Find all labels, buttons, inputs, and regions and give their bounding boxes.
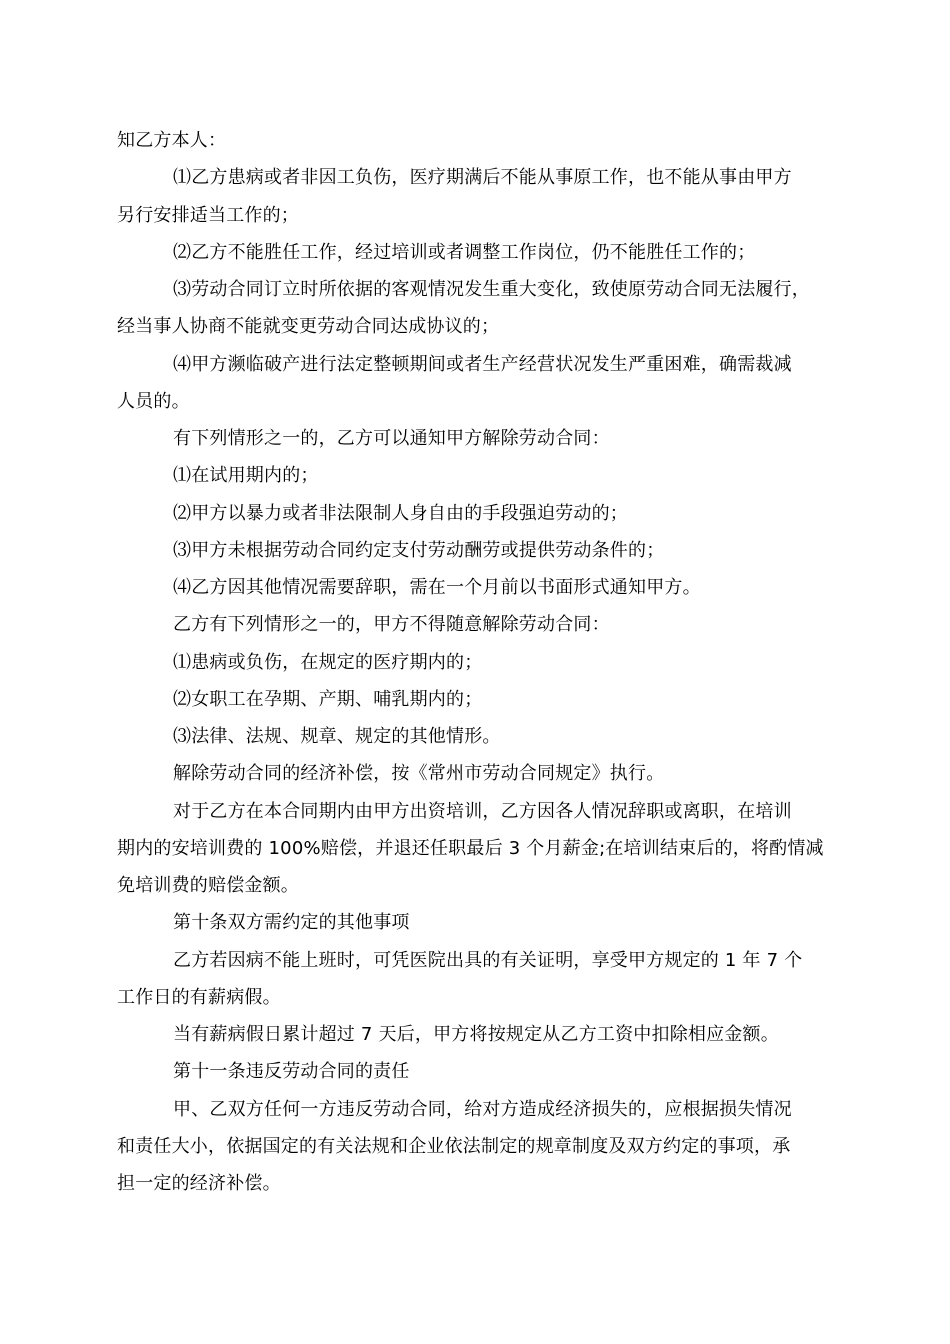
- paragraph-line: 免培训费的赔偿金额。: [117, 875, 299, 896]
- paragraph-line: 乙方若因病不能上班时，可凭医院出具的有关证明，享受甲方规定的 1 年 7 个: [173, 949, 803, 971]
- paragraph-line: ⑵乙方不能胜任工作，经过培训或者调整工作岗位，仍不能胜任工作的；: [173, 241, 756, 263]
- paragraph-line: ⑴患病或负伤，在规定的医疗期内的；: [173, 651, 483, 673]
- paragraph-line: ⑷乙方因其他情况需要辞职，需在一个月前以书面形式通知甲方。: [173, 577, 701, 598]
- paragraph-line: 工作日的有薪病假。: [117, 986, 281, 1008]
- paragraph-line: 乙方有下列情形之一的，甲方不得随意解除劳动合同：: [173, 614, 610, 636]
- paragraph-line: ⑶甲方未根据劳动合同约定支付劳动酬劳或提供劳动条件的；: [173, 539, 665, 561]
- paragraph-line: 期内的安培训费的 100%赔偿，并退还任职最后 3 个月薪金;在培训结束后的，将酌情减: [117, 837, 824, 859]
- paragraph-line: 和责任大小，依据国定的有关法规和企业依法制定的规章制度及双方约定的事项，承: [117, 1135, 791, 1157]
- paragraph-line: 有下列情形之一的，乙方可以通知甲方解除劳动合同：: [173, 428, 610, 449]
- section-heading: 第十条双方需约定的其他事项: [173, 912, 410, 934]
- document-body: [117, 122, 837, 1202]
- paragraph-line: 人员的。: [117, 390, 190, 412]
- paragraph-line: 知乙方本人：: [117, 130, 227, 151]
- paragraph-line: 解除劳动合同的经济补偿，按《常州市劳动合同规定》执行。: [173, 763, 665, 785]
- paragraph-line: 经当事人协商不能就变更劳动合同达成协议的；: [117, 316, 500, 338]
- paragraph-line: ⑵甲方以暴力或者非法限制人身自由的手段强迫劳动的；: [173, 502, 628, 524]
- paragraph-line: ⑶法律、法规、规章、规定的其他情形。: [173, 726, 501, 747]
- paragraph-line: 另行安排适当工作的；: [117, 204, 299, 226]
- paragraph-line: ⑴乙方患病或者非因工负伤，医疗期满后不能从事原工作，也不能从事由甲方: [173, 167, 792, 189]
- section-heading: 第十一条违反劳动合同的责任: [173, 1061, 410, 1083]
- paragraph-line: 甲、乙双方任何一方违反劳动合同，给对方造成经济损失的，应根据损失情况: [173, 1098, 792, 1120]
- paragraph-line: 担一定的经济补偿。: [117, 1173, 281, 1194]
- paragraph-line: ⑶劳动合同订立时所依据的客观情况发生重大变化，致使原劳动合同无法履行，: [173, 279, 810, 300]
- paragraph-line: ⑵女职工在孕期、产期、哺乳期内的；: [173, 688, 483, 710]
- paragraph-line: 当有薪病假日累计超过 7 天后，甲方将按规定从乙方工资中扣除相应金额。: [173, 1024, 779, 1045]
- paragraph-line: 对于乙方在本合同期内由甲方出资培训，乙方因各人情况辞职或离职，在培训: [173, 800, 792, 822]
- paragraph-line: ⑴在试用期内的；: [173, 465, 319, 487]
- paragraph-line: ⑷甲方濒临破产进行法定整顿期间或者生产经营状况发生严重困难，确需裁减: [173, 353, 792, 375]
